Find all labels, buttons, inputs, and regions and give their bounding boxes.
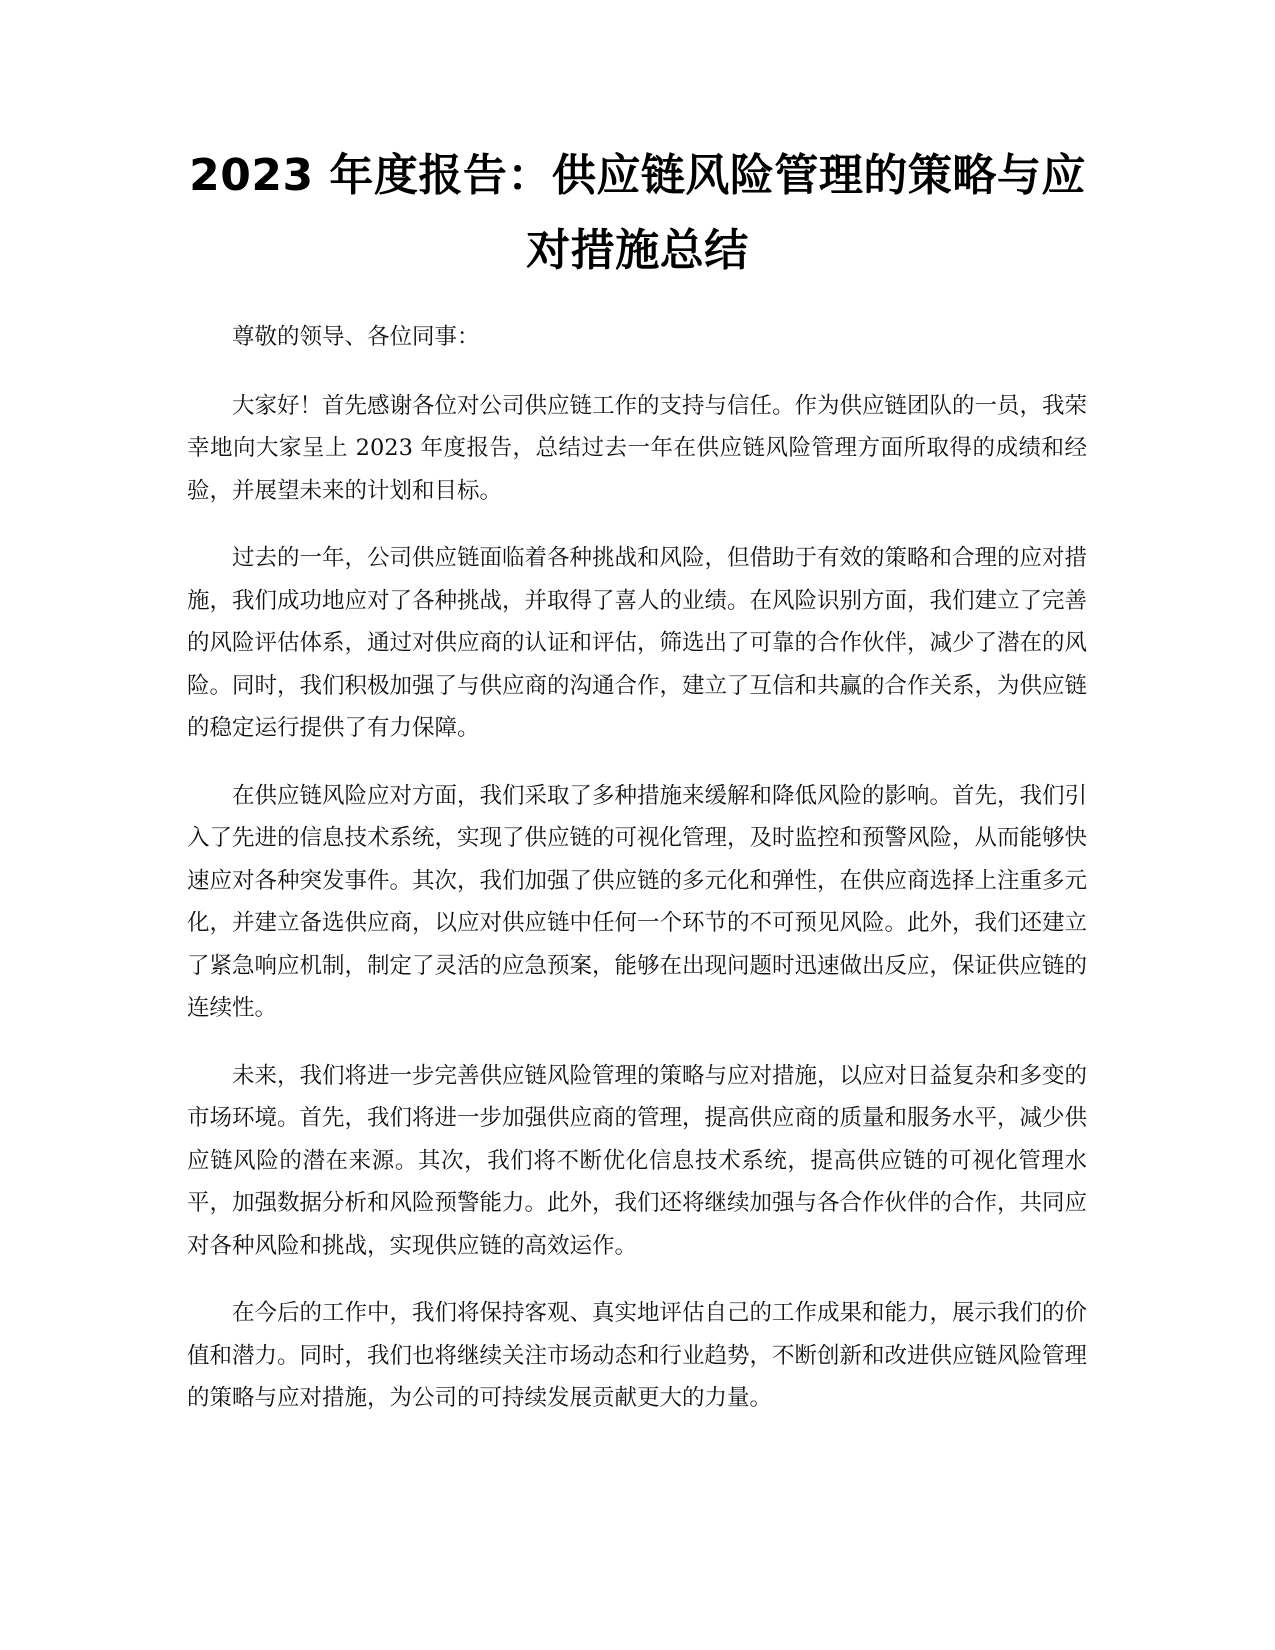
body-paragraph-2: 过去的一年，公司供应链面临着各种挑战和风险，但借助于有效的策略和合理的应对措施，我们成功地应对了各种挑战，并取得了喜人的业绩。在风险识别方面，我们建立了完善的风险评估体系，通过对供应商的认证和评估，筛选出了可靠的合作伙伴，减少了潜在的风险。同时，我们积极加强了与供应商的沟通合作，建立了互信和共赢的合作关系，为供应链的稳定运行提供了有力保障。 [187, 545, 1088, 741]
body-paragraph-5: 在今后的工作中，我们将保持客观、真实地评估自己的工作成果和能力，展示我们的价值和潜力。同时，我们也将继续关注市场动态和行业趋势，不断创新和改进供应链风险管理的策略与应对措施，为公司的可持续发展贡献更大的力量。 [187, 1300, 1088, 1411]
body-paragraph-4: 未来，我们将进一步完善供应链风险管理的策略与应对措施，以应对日益复杂和多变的市场环境。首先，我们将进一步加强供应商的管理，提高供应商的质量和服务水平，减少供应链风险的潜在来源。其次，我们将不断优化信息技术系统，提高供应链的可视化管理水平，加强数据分析和风险预警能力。此外，我们还将继续加强与各合作伙伴的合作，共同应对各种风险和挑战，实现供应链的高效运作。 [187, 1062, 1088, 1259]
greeting-line: 尊敬的领导、各位同事： [232, 324, 480, 350]
document-title: 2023 年度报告：供应链风险管理的策略与应对措施总结 [189, 150, 1086, 276]
document-body [187, 316, 1087, 1445]
body-paragraph-3: 在供应链风险应对方面，我们采取了多种措施来缓解和降低风险的影响。首先，我们引入了先进的信息技术系统，实现了供应链的可视化管理，及时监控和预警风险，从而能够快速应对各种突发事件。其次，我们加强了供应链的多元化和弹性，在供应商选择上注重多元化，并建立备选供应商，以应对供应链中任何一个环节的不可预见风险。此外，我们还建立了紧急响应机制，制定了灵活的应急预案，能够在出现问题时迅速做出反应，保证供应链的连续性。 [187, 782, 1088, 1021]
body-paragraph-1: 大家好！首先感谢各位对公司供应链工作的支持与信任。作为供应链团队的一员，我荣幸地向大家呈上 2023 年度报告，总结过去一年在供应链风险管理方面所取得的成绩和经验，并展望未来的计划和目标。 [187, 392, 1088, 504]
